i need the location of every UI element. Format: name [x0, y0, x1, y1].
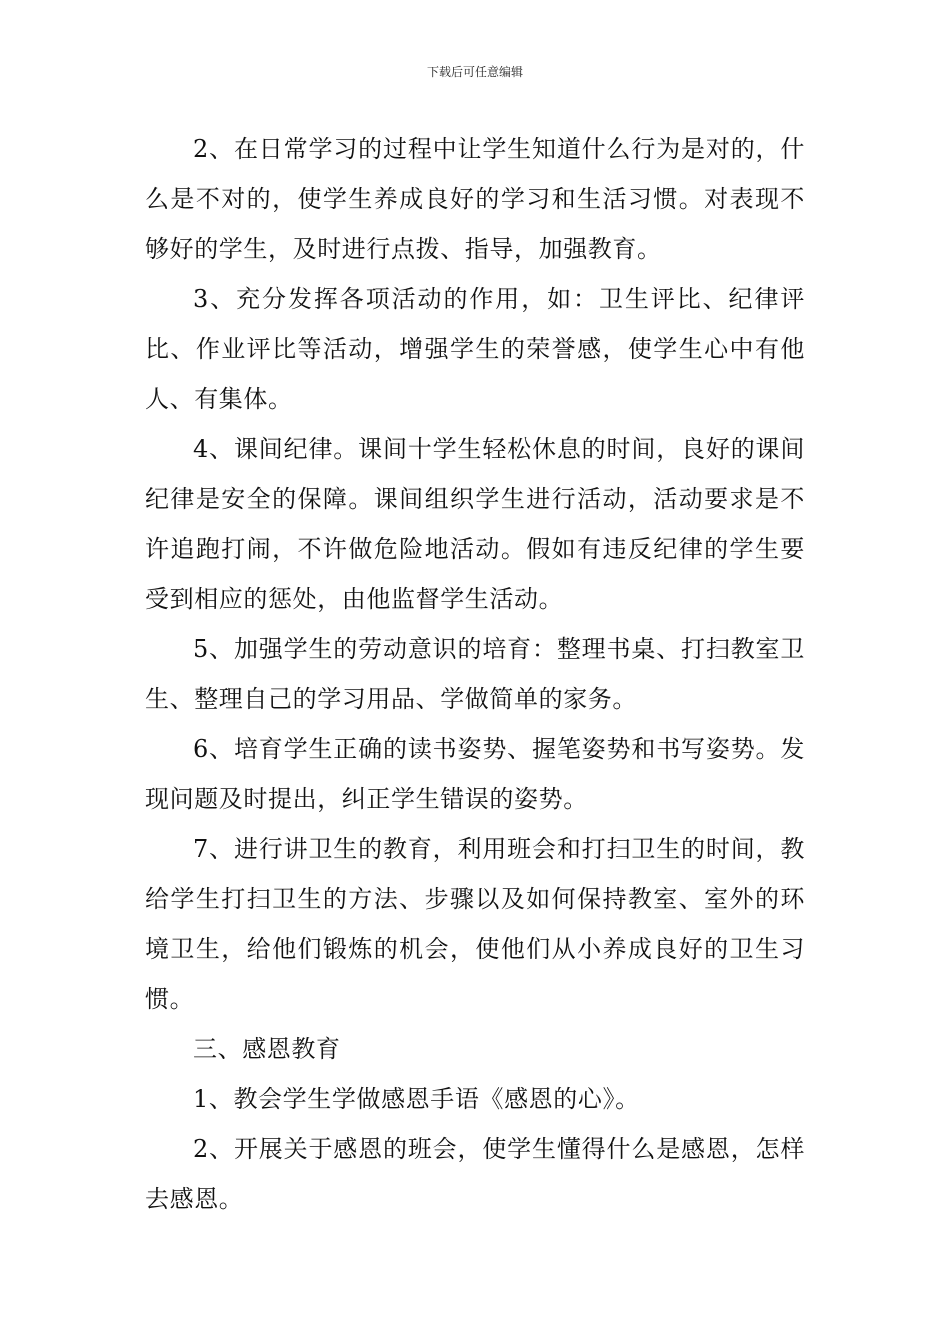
page-header: 下载后可任意编辑	[426, 65, 523, 79]
paragraph-item-gratitude-2: 2、开展关于感恩的班会，使学生懂得什么是感恩，怎样去感恩。	[145, 1135, 805, 1213]
paragraph-item-4: 4、课间纪律。课间十学生轻松休息的时间，良好的课间纪律是安全的保障。课间组织学生进行活动，活动要求是不许追跑打闹，不许做危险地活动。假如有违反纪律的学生要受到相应的惩处，由他监督学生活动。	[145, 435, 805, 613]
paragraph-item-2: 2、在日常学习的过程中让学生知道什么行为是对的，什么是不对的，使学生养成良好的学习和生活习惯。对表现不够好的学生，及时进行点拨、指导，加强教育。	[145, 135, 805, 263]
paragraph-item-7: 7、进行讲卫生的教育，利用班会和打扫卫生的时间，教给学生打扫卫生的方法、步骤以及如何保持教室、室外的环境卫生，给他们锻炼的机会，使他们从小养成良好的卫生习惯。	[145, 835, 805, 1013]
paragraph-item-gratitude-1: 1、教会学生学做感恩手语《感恩的心》。	[193, 1085, 640, 1113]
paragraph-item-3: 3、充分发挥各项活动的作用，如：卫生评比、纪律评比、作业评比等活动，增强学生的荣誉感，使学生心中有他人、有集体。	[145, 285, 805, 413]
section-heading-gratitude: 三、感恩教育	[193, 1035, 341, 1063]
paragraph-item-6: 6、培育学生正确的读书姿势、握笔姿势和书写姿势。发现问题及时提出，纠正学生错误的姿势。	[145, 735, 805, 813]
paragraph-item-5: 5、加强学生的劳动意识的培育：整理书桌、打扫教室卫生、整理自己的学习用品、学做简单的家务。	[145, 635, 805, 713]
document-body	[145, 124, 805, 1224]
